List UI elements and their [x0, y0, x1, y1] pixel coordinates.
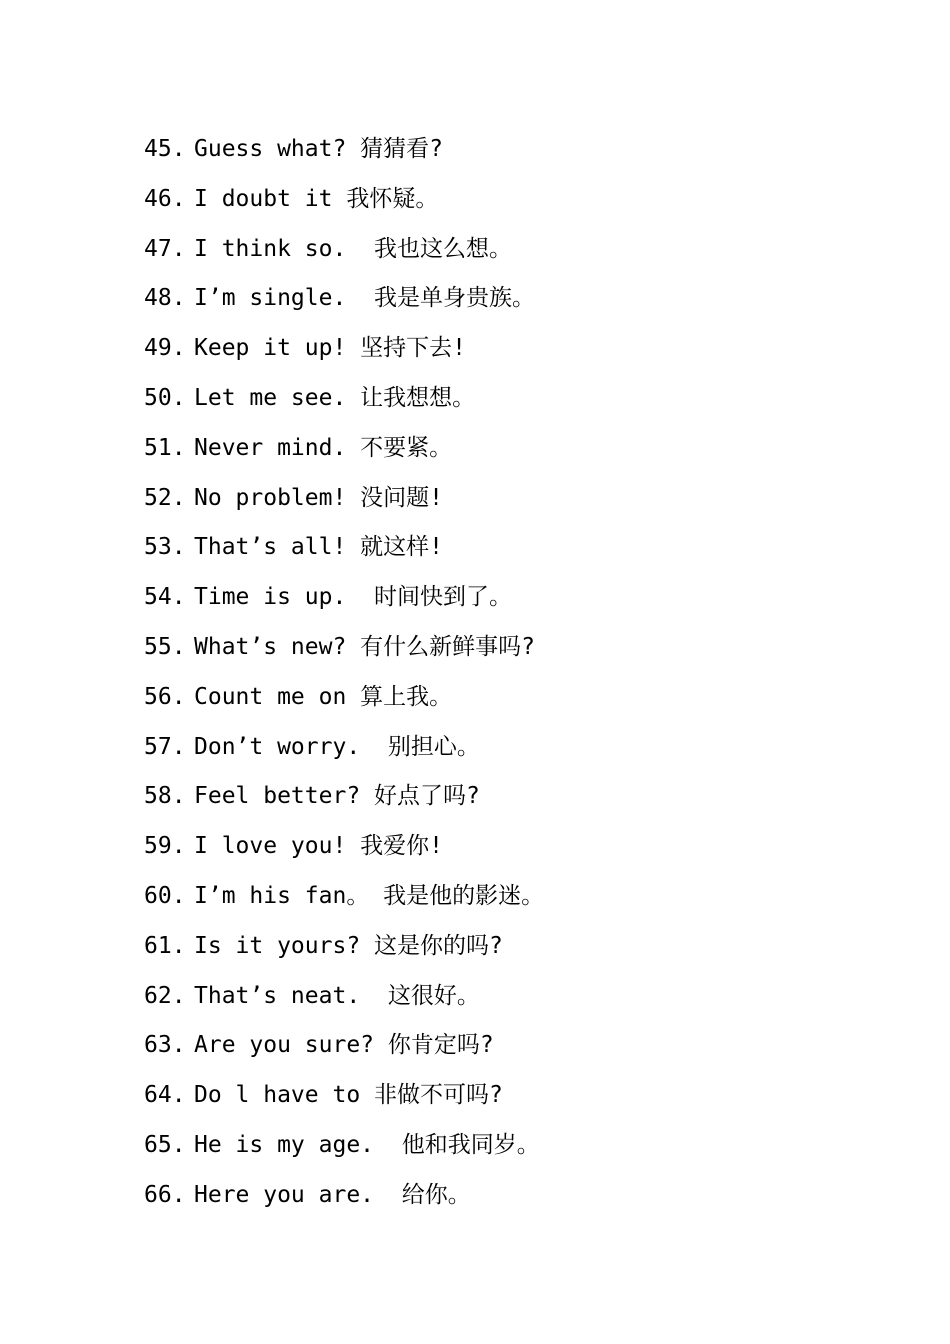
list-item [144, 279, 544, 329]
list-item [144, 728, 544, 778]
item-number: 48. [144, 285, 186, 312]
list-item [144, 877, 544, 927]
item-text: I love you! 我爱你! [194, 833, 444, 860]
list-item [144, 1126, 544, 1176]
list-item [144, 1076, 544, 1126]
item-number: 58. [144, 783, 186, 810]
item-text: He is my age. 他和我同岁。 [194, 1131, 540, 1158]
list-item [144, 479, 544, 529]
item-number: 64. [144, 1082, 186, 1109]
list-item [144, 777, 544, 827]
item-number: 49. [144, 335, 186, 362]
item-text: Here you are. 给你。 [194, 1181, 471, 1208]
item-text: Feel better? 好点了吗? [194, 783, 480, 810]
item-number: 51. [144, 434, 186, 461]
item-number: 60. [144, 882, 186, 909]
list-item [144, 628, 544, 678]
item-number: 55. [144, 633, 186, 660]
list-item [144, 528, 544, 578]
item-text: I doubt it 我怀疑。 [194, 185, 439, 212]
item-text: Do l have to 非做不可吗? [194, 1082, 503, 1109]
phrase-list [144, 130, 544, 1226]
item-number: 46. [144, 185, 186, 212]
item-number: 65. [144, 1131, 186, 1158]
item-text: Are you sure? 你肯定吗? [194, 1032, 494, 1059]
item-text: Time is up. 时间快到了。 [194, 584, 513, 611]
item-number: 54. [144, 584, 186, 611]
item-text: I’m his fan。 我是他的影迷。 [194, 882, 545, 909]
item-number: 63. [144, 1032, 186, 1059]
list-item [144, 1026, 544, 1076]
item-text: Keep it up! 坚持下去! [194, 335, 467, 362]
item-text: Don’t worry. 别担心。 [194, 733, 480, 760]
item-number: 61. [144, 932, 186, 959]
list-item [144, 329, 544, 379]
item-number: 50. [144, 384, 186, 411]
list-item [144, 379, 544, 429]
list-item [144, 1176, 544, 1226]
item-number: 62. [144, 982, 186, 1009]
item-number: 57. [144, 733, 186, 760]
list-item [144, 927, 544, 977]
item-number: 45. [144, 136, 186, 162]
list-item [144, 130, 544, 180]
item-text: That’s neat. 这很好。 [194, 982, 480, 1009]
item-text: Never mind. 不要紧。 [194, 434, 453, 461]
item-text: No problem! 没问题! [194, 484, 444, 511]
item-number: 52. [144, 484, 186, 511]
list-item [144, 230, 544, 280]
list-item [144, 429, 544, 479]
item-number: 56. [144, 683, 186, 710]
item-text: Guess what? 猜猜看? [194, 136, 444, 162]
item-number: 53. [144, 534, 186, 561]
item-text: I’m single. 我是单身贵族。 [194, 285, 536, 312]
list-item [144, 578, 544, 628]
list-item [144, 678, 544, 728]
item-text: Count me on 算上我。 [194, 683, 453, 710]
item-text: What’s new? 有什么新鲜事吗? [194, 633, 536, 660]
item-number: 47. [144, 235, 186, 262]
item-text: I think so. 我也这么想。 [194, 235, 513, 262]
item-text: That’s all! 就这样! [194, 534, 444, 561]
item-number: 59. [144, 833, 186, 860]
item-text: Is it yours? 这是你的吗? [194, 932, 503, 959]
list-item [144, 977, 544, 1027]
item-text: Let me see. 让我想想。 [194, 384, 476, 411]
item-number: 66. [144, 1181, 186, 1208]
list-item [144, 827, 544, 877]
list-item [144, 180, 544, 230]
